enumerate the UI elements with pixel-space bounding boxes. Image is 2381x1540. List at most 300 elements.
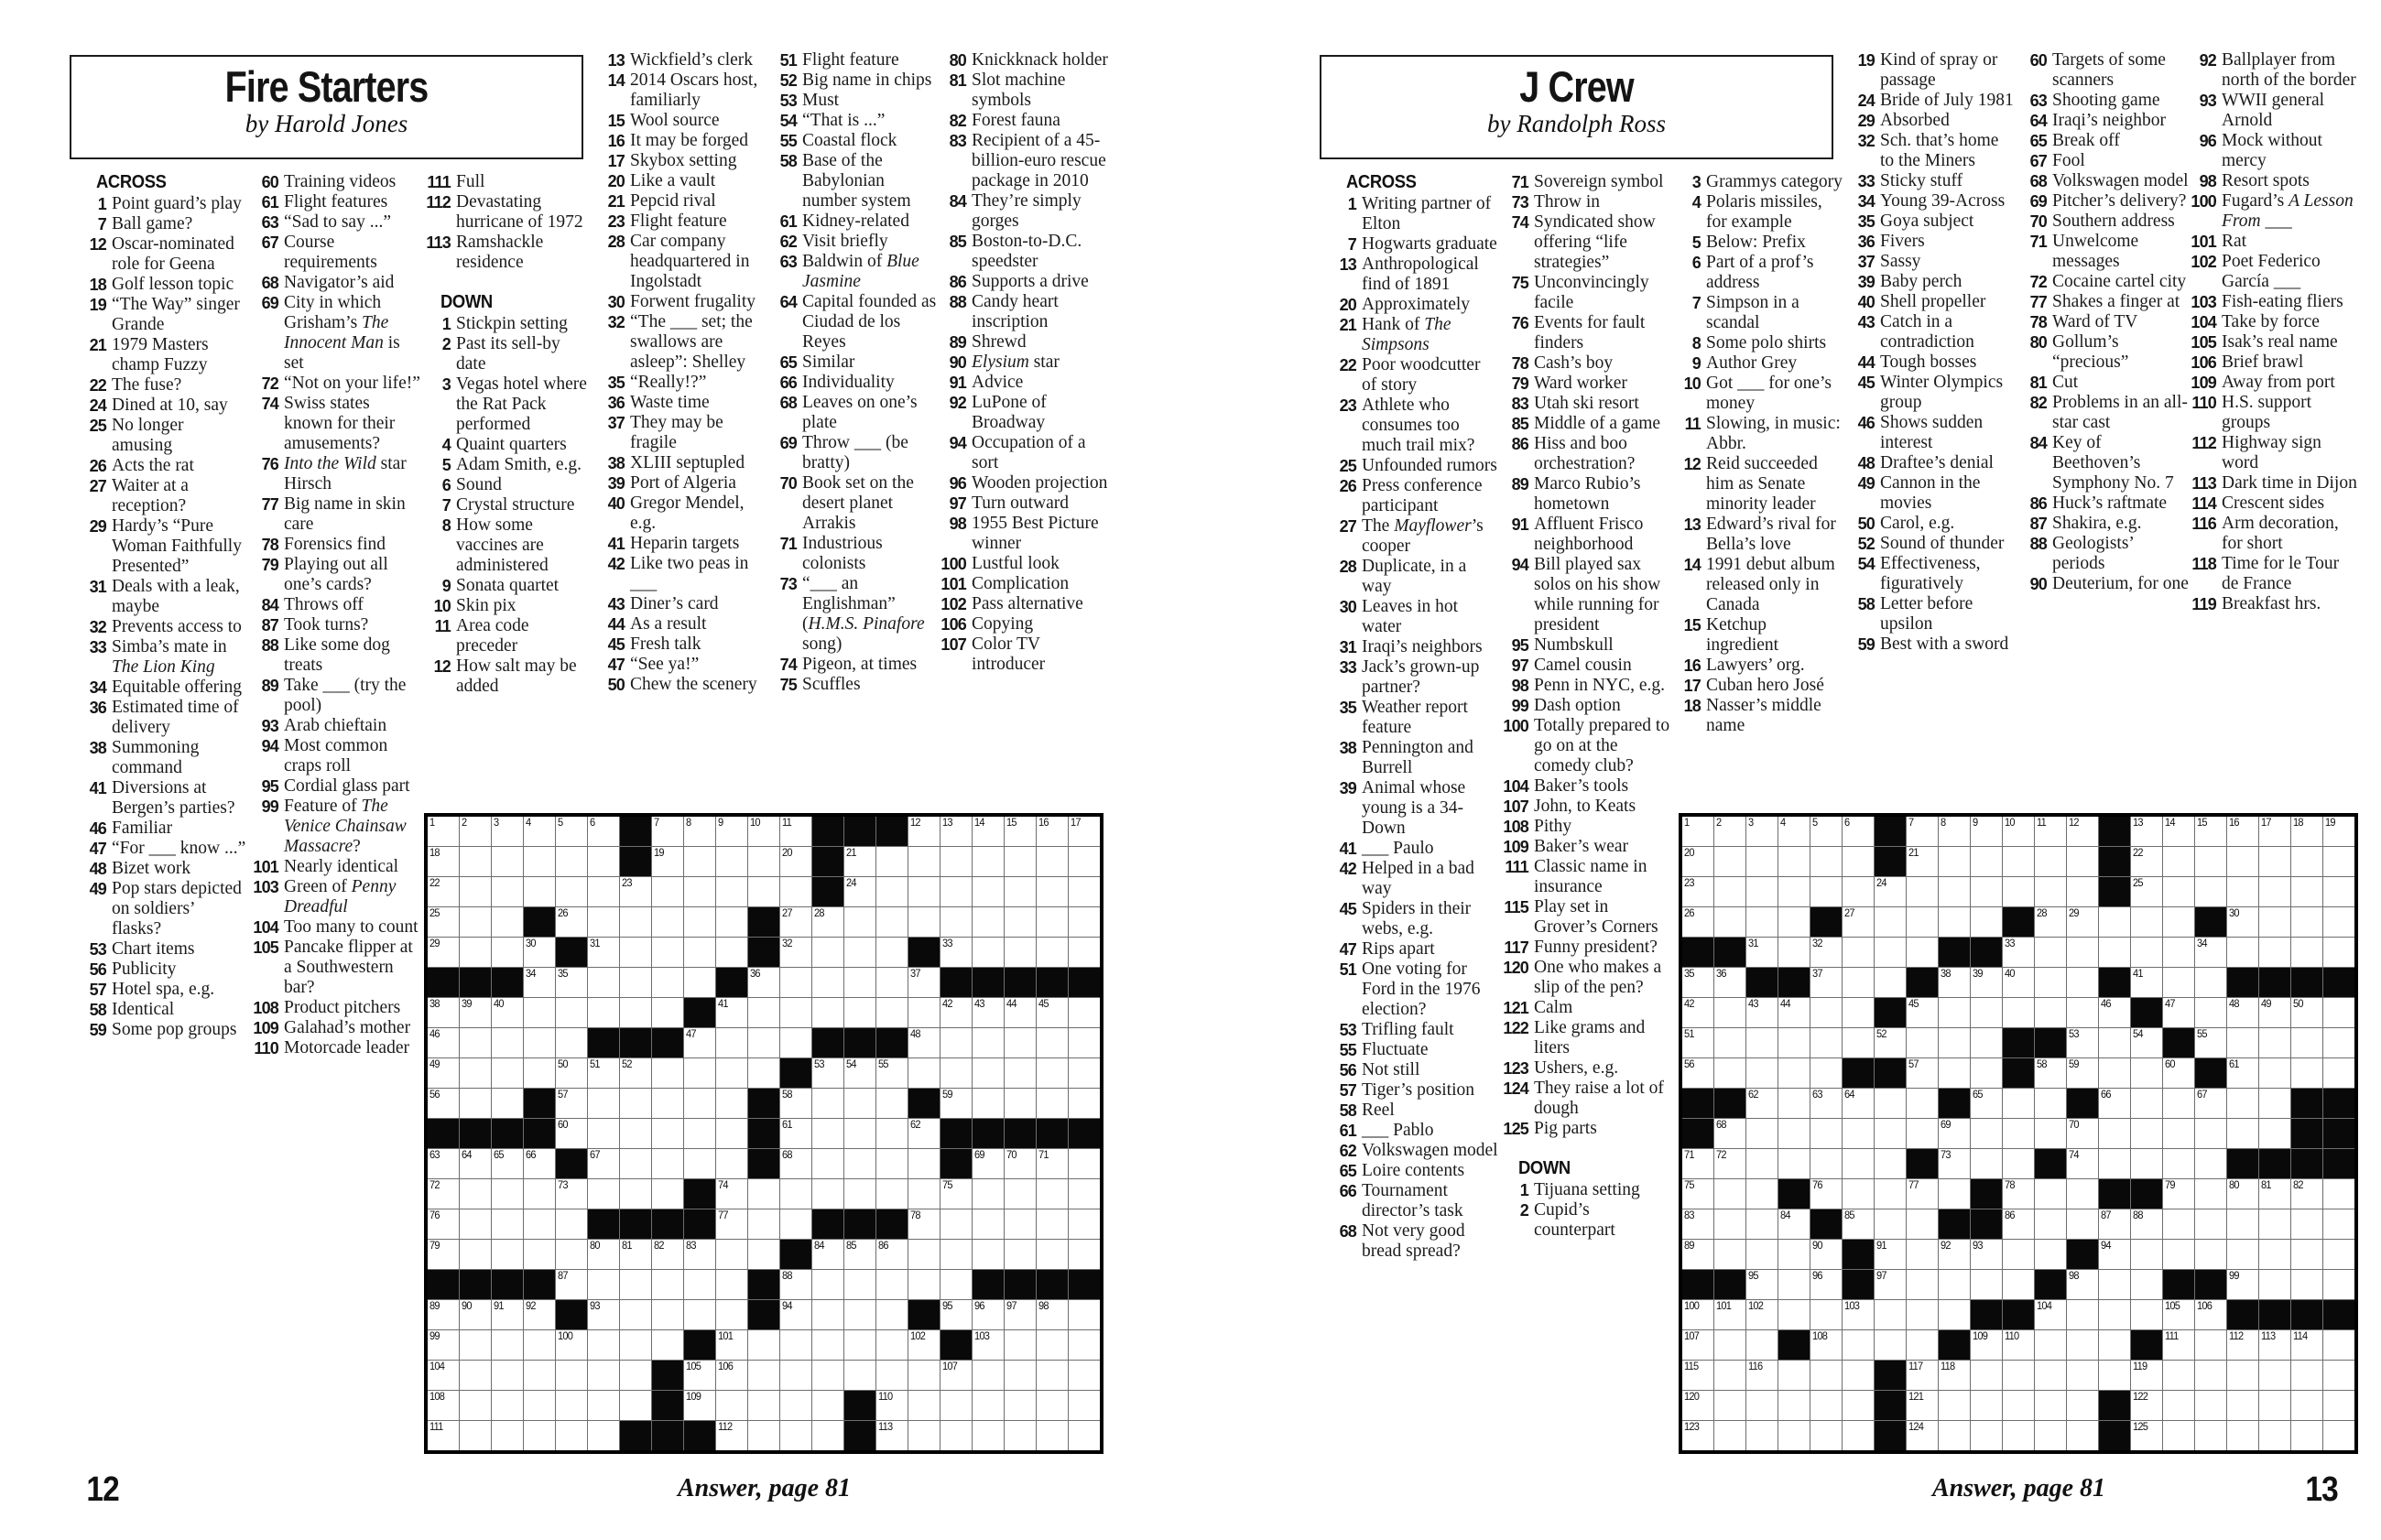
grid-cell[interactable] bbox=[940, 998, 972, 1027]
grid-cell[interactable] bbox=[2003, 1209, 2034, 1239]
grid-cell[interactable] bbox=[2003, 1391, 2034, 1420]
grid-cell[interactable] bbox=[2099, 1058, 2130, 1088]
grid-cell[interactable] bbox=[2195, 1330, 2226, 1360]
grid-cell[interactable] bbox=[1971, 847, 2002, 876]
grid-cell[interactable] bbox=[973, 938, 1004, 967]
grid-cell[interactable] bbox=[652, 877, 683, 906]
grid-cell[interactable] bbox=[620, 1149, 651, 1178]
grid-cell[interactable] bbox=[1682, 1209, 1713, 1239]
grid-cell[interactable] bbox=[588, 877, 619, 906]
grid-cell[interactable] bbox=[844, 1361, 875, 1390]
grid-cell[interactable] bbox=[1714, 907, 1745, 937]
grid-cell[interactable] bbox=[1005, 1179, 1036, 1209]
grid-cell[interactable] bbox=[2067, 1391, 2098, 1420]
grid-cell[interactable] bbox=[716, 1361, 747, 1390]
grid-cell[interactable] bbox=[1682, 1330, 1713, 1360]
grid-cell[interactable] bbox=[1939, 1058, 1970, 1088]
grid-cell[interactable] bbox=[2259, 1421, 2290, 1450]
grid-cell[interactable] bbox=[460, 1179, 491, 1209]
grid-cell[interactable] bbox=[1939, 1270, 1970, 1299]
grid-cell[interactable] bbox=[1746, 1240, 1778, 1269]
grid-cell[interactable] bbox=[1005, 847, 1036, 876]
grid-cell[interactable] bbox=[2035, 817, 2066, 846]
grid-cell[interactable] bbox=[588, 938, 619, 967]
grid-cell[interactable] bbox=[2227, 1028, 2258, 1057]
grid-cell[interactable] bbox=[780, 968, 811, 997]
grid-cell[interactable] bbox=[1907, 847, 1938, 876]
grid-cell[interactable] bbox=[2227, 1058, 2258, 1088]
grid-cell[interactable] bbox=[2291, 1179, 2322, 1209]
grid-cell[interactable] bbox=[2067, 1270, 2098, 1299]
grid-cell[interactable] bbox=[2163, 1300, 2194, 1329]
grid-cell[interactable] bbox=[588, 1270, 619, 1299]
grid-cell[interactable] bbox=[876, 1089, 908, 1118]
grid-cell[interactable] bbox=[1907, 1028, 1938, 1057]
grid-cell[interactable] bbox=[780, 1119, 811, 1148]
grid-cell[interactable] bbox=[2131, 1119, 2162, 1148]
grid-cell[interactable] bbox=[1069, 1330, 1100, 1360]
grid-cell[interactable] bbox=[2003, 1240, 2034, 1269]
grid-cell[interactable] bbox=[652, 1330, 683, 1360]
grid-cell[interactable] bbox=[2035, 1300, 2066, 1329]
grid-cell[interactable] bbox=[2259, 1240, 2290, 1269]
grid-cell[interactable] bbox=[652, 1270, 683, 1299]
grid-cell[interactable] bbox=[428, 1058, 459, 1088]
grid-cell[interactable] bbox=[908, 968, 940, 997]
grid-cell[interactable] bbox=[2323, 1058, 2354, 1088]
grid-cell[interactable] bbox=[2099, 1270, 2130, 1299]
grid-cell[interactable] bbox=[1843, 1149, 1874, 1178]
grid-cell[interactable] bbox=[1746, 1421, 1778, 1450]
grid-cell[interactable] bbox=[1778, 1361, 1810, 1390]
grid-cell[interactable] bbox=[2163, 877, 2194, 906]
grid-cell[interactable] bbox=[684, 1240, 715, 1269]
grid-cell[interactable] bbox=[2227, 817, 2258, 846]
grid-cell[interactable] bbox=[2195, 817, 2226, 846]
grid-cell[interactable] bbox=[876, 1270, 908, 1299]
grid-cell[interactable] bbox=[684, 1028, 715, 1057]
grid-cell[interactable] bbox=[428, 1300, 459, 1329]
grid-cell[interactable] bbox=[2259, 998, 2290, 1027]
grid-cell[interactable] bbox=[684, 1058, 715, 1088]
grid-cell[interactable] bbox=[1971, 1361, 2002, 1390]
grid-cell[interactable] bbox=[1714, 1240, 1745, 1269]
grid-cell[interactable] bbox=[2163, 938, 2194, 967]
grid-cell[interactable] bbox=[428, 1240, 459, 1269]
grid-cell[interactable] bbox=[652, 1089, 683, 1118]
grid-cell[interactable] bbox=[492, 1361, 523, 1390]
grid-cell[interactable] bbox=[1746, 1119, 1778, 1148]
grid-cell[interactable] bbox=[1778, 1058, 1810, 1088]
grid-cell[interactable] bbox=[1778, 1149, 1810, 1178]
grid-cell[interactable] bbox=[492, 877, 523, 906]
grid-cell[interactable] bbox=[428, 1209, 459, 1239]
grid-cell[interactable] bbox=[908, 1421, 940, 1450]
grid-cell[interactable] bbox=[2323, 1391, 2354, 1420]
grid-cell[interactable] bbox=[812, 1270, 843, 1299]
grid-cell[interactable] bbox=[428, 1149, 459, 1178]
grid-cell[interactable] bbox=[1005, 1089, 1036, 1118]
grid-cell[interactable] bbox=[780, 1179, 811, 1209]
grid-cell[interactable] bbox=[2259, 1270, 2290, 1299]
grid-cell[interactable] bbox=[1714, 1179, 1745, 1209]
grid-cell[interactable] bbox=[2195, 1391, 2226, 1420]
grid-cell[interactable] bbox=[1746, 1209, 1778, 1239]
grid-cell[interactable] bbox=[1069, 1240, 1100, 1269]
grid-cell[interactable] bbox=[1875, 1300, 1906, 1329]
grid-cell[interactable] bbox=[2003, 1330, 2034, 1360]
grid-cell[interactable] bbox=[684, 1270, 715, 1299]
grid-cell[interactable] bbox=[2099, 1300, 2130, 1329]
grid-cell[interactable] bbox=[2323, 938, 2354, 967]
grid-cell[interactable] bbox=[2323, 877, 2354, 906]
grid-cell[interactable] bbox=[684, 1149, 715, 1178]
grid-cell[interactable] bbox=[780, 1028, 811, 1057]
grid-cell[interactable] bbox=[2067, 1058, 2098, 1088]
grid-cell[interactable] bbox=[684, 1300, 715, 1329]
grid-cell[interactable] bbox=[1971, 1149, 2002, 1178]
grid-cell[interactable] bbox=[908, 1028, 940, 1057]
grid-cell[interactable] bbox=[588, 1240, 619, 1269]
grid-cell[interactable] bbox=[1682, 1179, 1713, 1209]
grid-cell[interactable] bbox=[1037, 1300, 1068, 1329]
grid-cell[interactable] bbox=[2195, 1209, 2226, 1239]
grid-cell[interactable] bbox=[1939, 877, 1970, 906]
grid-cell[interactable] bbox=[716, 1149, 747, 1178]
grid-cell[interactable] bbox=[524, 1330, 555, 1360]
grid-cell[interactable] bbox=[588, 1300, 619, 1329]
grid-cell[interactable] bbox=[2035, 998, 2066, 1027]
grid-cell[interactable] bbox=[620, 1330, 651, 1360]
grid-cell[interactable] bbox=[780, 907, 811, 937]
grid-cell[interactable] bbox=[1939, 998, 1970, 1027]
grid-cell[interactable] bbox=[1005, 877, 1036, 906]
grid-cell[interactable] bbox=[2163, 907, 2194, 937]
grid-cell[interactable] bbox=[524, 1028, 555, 1057]
grid-cell[interactable] bbox=[1907, 1179, 1938, 1209]
grid-cell[interactable] bbox=[844, 877, 875, 906]
grid-cell[interactable] bbox=[908, 1330, 940, 1360]
grid-cell[interactable] bbox=[1746, 1089, 1778, 1118]
grid-cell[interactable] bbox=[748, 1330, 779, 1360]
grid-cell[interactable] bbox=[1875, 1330, 1906, 1360]
grid-cell[interactable] bbox=[428, 847, 459, 876]
grid-cell[interactable] bbox=[812, 1391, 843, 1420]
grid-cell[interactable] bbox=[716, 1089, 747, 1118]
grid-cell[interactable] bbox=[908, 1149, 940, 1178]
grid-cell[interactable] bbox=[1810, 1149, 1842, 1178]
grid-cell[interactable] bbox=[2067, 907, 2098, 937]
grid-cell[interactable] bbox=[684, 938, 715, 967]
grid-cell[interactable] bbox=[1069, 1028, 1100, 1057]
grid-cell[interactable] bbox=[460, 1361, 491, 1390]
grid-cell[interactable] bbox=[1682, 998, 1713, 1027]
grid-cell[interactable] bbox=[524, 1300, 555, 1329]
grid-cell[interactable] bbox=[716, 1421, 747, 1450]
grid-cell[interactable] bbox=[2259, 938, 2290, 967]
grid-cell[interactable] bbox=[1875, 968, 1906, 997]
grid-cell[interactable] bbox=[2259, 1391, 2290, 1420]
grid-cell[interactable] bbox=[1778, 938, 1810, 967]
grid-cell[interactable] bbox=[2323, 998, 2354, 1027]
grid-cell[interactable] bbox=[1069, 1149, 1100, 1178]
grid-cell[interactable] bbox=[492, 1209, 523, 1239]
grid-cell[interactable] bbox=[556, 1058, 587, 1088]
grid-cell[interactable] bbox=[1714, 1058, 1745, 1088]
grid-cell[interactable] bbox=[973, 1300, 1004, 1329]
grid-cell[interactable] bbox=[620, 907, 651, 937]
grid-cell[interactable] bbox=[2259, 847, 2290, 876]
grid-cell[interactable] bbox=[1069, 1209, 1100, 1239]
grid-cell[interactable] bbox=[556, 1179, 587, 1209]
grid-cell[interactable] bbox=[2099, 1209, 2130, 1239]
grid-cell[interactable] bbox=[556, 1391, 587, 1420]
grid-cell[interactable] bbox=[2131, 1391, 2162, 1420]
grid-cell[interactable] bbox=[1810, 817, 1842, 846]
grid-cell[interactable] bbox=[1778, 998, 1810, 1027]
grid-cell[interactable] bbox=[1843, 1421, 1874, 1450]
grid-cell[interactable] bbox=[2163, 1119, 2194, 1148]
grid-cell[interactable] bbox=[1907, 1330, 1938, 1360]
grid-cell[interactable] bbox=[460, 847, 491, 876]
grid-cell[interactable] bbox=[2131, 1089, 2162, 1118]
grid-cell[interactable] bbox=[2195, 998, 2226, 1027]
grid-cell[interactable] bbox=[876, 1179, 908, 1209]
grid-cell[interactable] bbox=[2163, 1179, 2194, 1209]
grid-cell[interactable] bbox=[1005, 1058, 1036, 1088]
grid-cell[interactable] bbox=[1810, 847, 1842, 876]
grid-cell[interactable] bbox=[1746, 907, 1778, 937]
grid-cell[interactable] bbox=[2003, 1270, 2034, 1299]
grid-cell[interactable] bbox=[844, 1149, 875, 1178]
grid-cell[interactable] bbox=[2035, 938, 2066, 967]
grid-cell[interactable] bbox=[1907, 1421, 1938, 1450]
grid-cell[interactable] bbox=[812, 907, 843, 937]
grid-cell[interactable] bbox=[1843, 938, 1874, 967]
grid-cell[interactable] bbox=[2035, 1119, 2066, 1148]
grid-cell[interactable] bbox=[1971, 1270, 2002, 1299]
grid-cell[interactable] bbox=[1907, 1391, 1938, 1420]
grid-cell[interactable] bbox=[940, 847, 972, 876]
grid-cell[interactable] bbox=[1939, 968, 1970, 997]
grid-cell[interactable] bbox=[812, 1300, 843, 1329]
grid-cell[interactable] bbox=[556, 1240, 587, 1269]
grid-cell[interactable] bbox=[652, 1179, 683, 1209]
grid-cell[interactable] bbox=[524, 1421, 555, 1450]
grid-cell[interactable] bbox=[876, 968, 908, 997]
grid-cell[interactable] bbox=[780, 1421, 811, 1450]
grid-cell[interactable] bbox=[524, 998, 555, 1027]
grid-cell[interactable] bbox=[2259, 907, 2290, 937]
grid-cell[interactable] bbox=[1939, 907, 1970, 937]
grid-cell[interactable] bbox=[908, 998, 940, 1027]
grid-cell[interactable] bbox=[1875, 1209, 1906, 1239]
grid-cell[interactable] bbox=[2291, 877, 2322, 906]
grid-cell[interactable] bbox=[556, 1209, 587, 1239]
grid-cell[interactable] bbox=[716, 847, 747, 876]
grid-cell[interactable] bbox=[2323, 817, 2354, 846]
grid-cell[interactable] bbox=[940, 1089, 972, 1118]
grid-cell[interactable] bbox=[556, 877, 587, 906]
grid-cell[interactable] bbox=[2195, 968, 2226, 997]
grid-cell[interactable] bbox=[940, 1209, 972, 1239]
grid-cell[interactable] bbox=[780, 1300, 811, 1329]
grid-cell[interactable] bbox=[1810, 998, 1842, 1027]
grid-cell[interactable] bbox=[492, 1179, 523, 1209]
grid-cell[interactable] bbox=[876, 938, 908, 967]
grid-cell[interactable] bbox=[1939, 817, 1970, 846]
grid-cell[interactable] bbox=[1810, 1391, 1842, 1420]
grid-cell[interactable] bbox=[812, 968, 843, 997]
grid-cell[interactable] bbox=[1843, 877, 1874, 906]
grid-cell[interactable] bbox=[620, 938, 651, 967]
grid-cell[interactable] bbox=[1843, 1361, 1874, 1390]
grid-cell[interactable] bbox=[780, 998, 811, 1027]
grid-cell[interactable] bbox=[1810, 1330, 1842, 1360]
grid-cell[interactable] bbox=[748, 1361, 779, 1390]
grid-cell[interactable] bbox=[2291, 817, 2322, 846]
grid-cell[interactable] bbox=[1843, 1300, 1874, 1329]
grid-cell[interactable] bbox=[1746, 1361, 1778, 1390]
grid-cell[interactable] bbox=[940, 877, 972, 906]
grid-cell[interactable] bbox=[1069, 1179, 1100, 1209]
grid-cell[interactable] bbox=[2195, 1300, 2226, 1329]
grid-cell[interactable] bbox=[780, 877, 811, 906]
grid-cell[interactable] bbox=[1778, 1028, 1810, 1057]
grid-cell[interactable] bbox=[1778, 1209, 1810, 1239]
grid-cell[interactable] bbox=[2035, 1391, 2066, 1420]
grid-cell[interactable] bbox=[908, 1209, 940, 1239]
grid-cell[interactable] bbox=[588, 1330, 619, 1360]
grid-cell[interactable] bbox=[588, 1179, 619, 1209]
grid-cell[interactable] bbox=[428, 1330, 459, 1360]
grid-cell[interactable] bbox=[844, 1300, 875, 1329]
grid-cell[interactable] bbox=[2163, 1330, 2194, 1360]
grid-cell[interactable] bbox=[2131, 938, 2162, 967]
grid-cell[interactable] bbox=[2131, 968, 2162, 997]
grid-cell[interactable] bbox=[2067, 1179, 2098, 1209]
grid-cell[interactable] bbox=[908, 1179, 940, 1209]
grid-cell[interactable] bbox=[652, 1149, 683, 1178]
grid-cell[interactable] bbox=[2131, 907, 2162, 937]
grid-cell[interactable] bbox=[1682, 1391, 1713, 1420]
grid-cell[interactable] bbox=[716, 907, 747, 937]
grid-cell[interactable] bbox=[2003, 817, 2034, 846]
grid-cell[interactable] bbox=[2067, 938, 2098, 967]
grid-cell[interactable] bbox=[524, 1361, 555, 1390]
grid-cell[interactable] bbox=[2131, 877, 2162, 906]
grid-cell[interactable] bbox=[588, 968, 619, 997]
grid-cell[interactable] bbox=[973, 907, 1004, 937]
grid-cell[interactable] bbox=[492, 1240, 523, 1269]
grid-cell[interactable] bbox=[524, 1058, 555, 1088]
grid-cell[interactable] bbox=[2163, 968, 2194, 997]
grid-cell[interactable] bbox=[2227, 1361, 2258, 1390]
grid-cell[interactable] bbox=[812, 938, 843, 967]
grid-cell[interactable] bbox=[2131, 817, 2162, 846]
grid-cell[interactable] bbox=[1746, 847, 1778, 876]
grid-cell[interactable] bbox=[460, 1300, 491, 1329]
grid-cell[interactable] bbox=[428, 1028, 459, 1057]
grid-cell[interactable] bbox=[1005, 1391, 1036, 1420]
grid-cell[interactable] bbox=[556, 1421, 587, 1450]
grid-cell[interactable] bbox=[748, 817, 779, 846]
grid-cell[interactable] bbox=[812, 1421, 843, 1450]
grid-cell[interactable] bbox=[1907, 1300, 1938, 1329]
grid-cell[interactable] bbox=[1810, 877, 1842, 906]
grid-cell[interactable] bbox=[2163, 1421, 2194, 1450]
grid-cell[interactable] bbox=[1037, 1330, 1068, 1360]
grid-cell[interactable] bbox=[940, 1421, 972, 1450]
grid-cell[interactable] bbox=[716, 1330, 747, 1360]
grid-cell[interactable] bbox=[460, 998, 491, 1027]
grid-cell[interactable] bbox=[1971, 1421, 2002, 1450]
grid-cell[interactable] bbox=[428, 1421, 459, 1450]
grid-cell[interactable] bbox=[2035, 1240, 2066, 1269]
grid-cell[interactable] bbox=[1037, 1058, 1068, 1088]
grid-cell[interactable] bbox=[748, 847, 779, 876]
grid-cell[interactable] bbox=[1971, 817, 2002, 846]
grid-cell[interactable] bbox=[973, 1240, 1004, 1269]
grid-cell[interactable] bbox=[2259, 1028, 2290, 1057]
grid-cell[interactable] bbox=[2323, 1240, 2354, 1269]
grid-cell[interactable] bbox=[1682, 877, 1713, 906]
grid-cell[interactable] bbox=[1005, 1361, 1036, 1390]
grid-cell[interactable] bbox=[2259, 1058, 2290, 1088]
grid-cell[interactable] bbox=[1843, 998, 1874, 1027]
grid-cell[interactable] bbox=[1069, 1058, 1100, 1088]
grid-cell[interactable] bbox=[684, 877, 715, 906]
grid-cell[interactable] bbox=[1843, 1179, 1874, 1209]
grid-cell[interactable] bbox=[780, 1089, 811, 1118]
grid-cell[interactable] bbox=[1005, 1240, 1036, 1269]
grid-cell[interactable] bbox=[428, 877, 459, 906]
grid-cell[interactable] bbox=[844, 968, 875, 997]
grid-cell[interactable] bbox=[812, 1179, 843, 1209]
grid-cell[interactable] bbox=[460, 1209, 491, 1239]
grid-cell[interactable] bbox=[492, 907, 523, 937]
grid-cell[interactable] bbox=[973, 998, 1004, 1027]
grid-cell[interactable] bbox=[973, 877, 1004, 906]
grid-cell[interactable] bbox=[2227, 1119, 2258, 1148]
grid-cell[interactable] bbox=[1037, 1361, 1068, 1390]
grid-cell[interactable] bbox=[524, 877, 555, 906]
grid-cell[interactable] bbox=[2131, 847, 2162, 876]
grid-cell[interactable] bbox=[973, 1028, 1004, 1057]
grid-cell[interactable] bbox=[2067, 847, 2098, 876]
grid-cell[interactable] bbox=[2227, 1209, 2258, 1239]
grid-cell[interactable] bbox=[1939, 1361, 1970, 1390]
grid-cell[interactable] bbox=[2195, 847, 2226, 876]
grid-cell[interactable] bbox=[524, 847, 555, 876]
grid-cell[interactable] bbox=[812, 998, 843, 1027]
grid-cell[interactable] bbox=[620, 1300, 651, 1329]
grid-cell[interactable] bbox=[2163, 817, 2194, 846]
grid-cell[interactable] bbox=[1907, 907, 1938, 937]
grid-cell[interactable] bbox=[1714, 1149, 1745, 1178]
grid-cell[interactable] bbox=[1939, 847, 1970, 876]
grid-cell[interactable] bbox=[1843, 817, 1874, 846]
grid-cell[interactable] bbox=[973, 1058, 1004, 1088]
grid-cell[interactable] bbox=[2131, 1300, 2162, 1329]
grid-cell[interactable] bbox=[908, 1270, 940, 1299]
grid-cell[interactable] bbox=[588, 1391, 619, 1420]
grid-cell[interactable] bbox=[2131, 1240, 2162, 1269]
grid-cell[interactable] bbox=[1037, 877, 1068, 906]
grid-cell[interactable] bbox=[876, 1119, 908, 1148]
grid-cell[interactable] bbox=[716, 1300, 747, 1329]
grid-cell[interactable] bbox=[1875, 1270, 1906, 1299]
